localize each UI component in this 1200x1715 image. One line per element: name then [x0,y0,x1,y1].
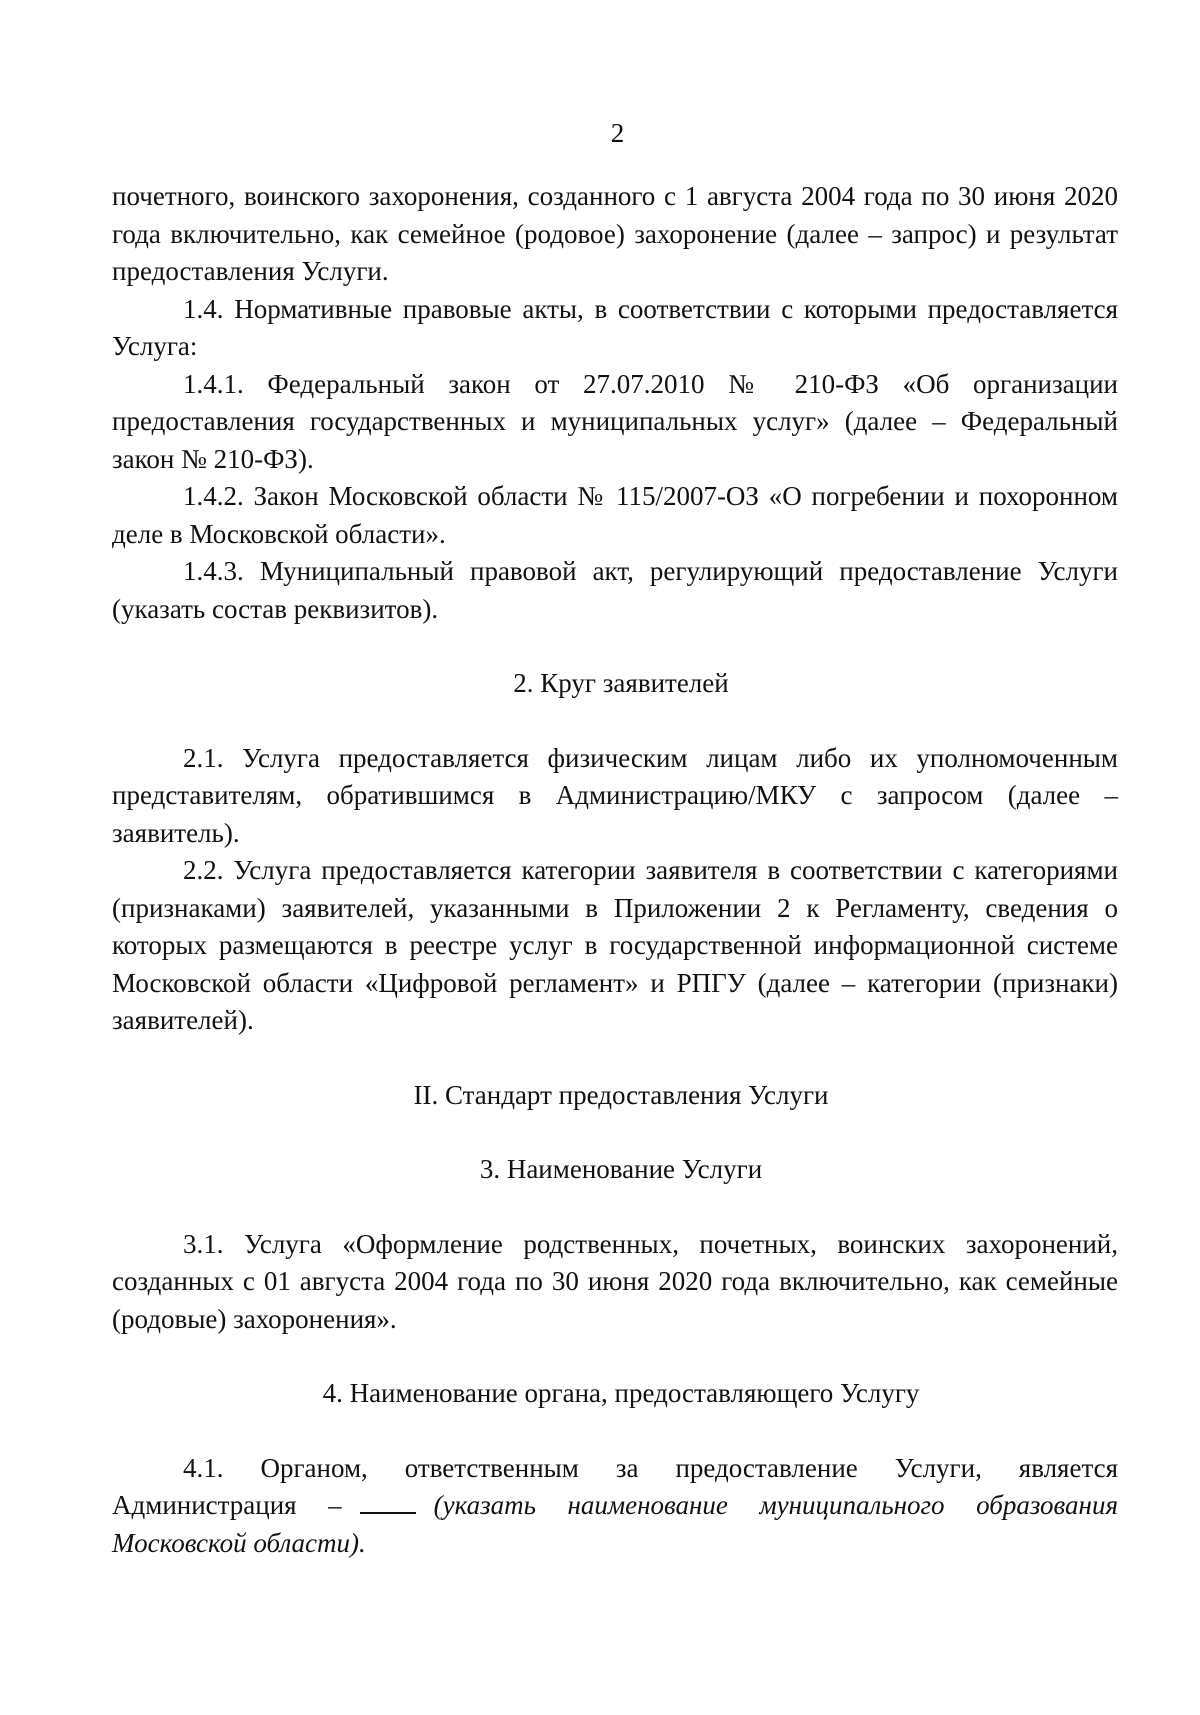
section-heading-3: 3. Наименование Услуги [479,1154,763,1184]
chapter-heading-II: II. Стандарт предоставления Услуги [413,1079,829,1110]
paragraph-3-1: 3.1. Услуга «Оформление родственных, почетных, воинских захоронений, созданных с 01 августа 2004 года по 30 июня 2020 года включительно, как семейные (родовые) захоронения». [112,1228,1118,1334]
page-number: 2 [610,118,625,148]
spacer [112,1189,1118,1226]
section-heading-4: 4. Наименование органа, предоставляющего Услугу [322,1378,920,1408]
document-body [112,178,1118,1562]
blank-fill-line [360,1490,416,1514]
paragraph-2-1: 2.1. Услуга предоставляется физическим лицам либо их уполномоченным представителям, обратившимся в Администрацию/МКУ с запросом (далее – заявитель). [112,742,1118,848]
spacer [112,1040,1118,1077]
paragraph-1-4-2: 1.4.2. Закон Московской области № 115/2007-ОЗ «О погребении и похоронном деле в Московской области». [112,481,1118,549]
section-heading-2: 2. Круг заявителей [513,668,729,698]
spacer [112,628,1118,665]
paragraph-4-1-italic-note: (указать наименование муниципального образования Московской области). [112,1490,1118,1558]
paragraph-1-4-1: 1.4.1. Федеральный закон от 27.07.2010 № 210-ФЗ «Об организации предоставления государственных и муниципальных услуг» (далее – Федеральный закон № 210-ФЗ). [112,368,1118,474]
paragraph-2-2: 2.2. Услуга предоставляется категории заявителя в соответствии с категориями (признаками) заявителей, указанными в Приложении 2 к Регламенту, сведения о которых размещаются в реестре услуг в государственной информационной системе Московской области «Цифровой регламент» и РПГУ (далее – категории (признаки) заявителей). [112,855,1118,1035]
paragraph-1-4: 1.4. Нормативные правовые акты, в соответствии с которыми предоставляется Услуга: [112,293,1118,361]
spacer [112,1413,1118,1450]
paragraph-4-1-text: 4.1. Органом, ответственным за предоставление Услуги, является Администрация – [112,1452,1118,1520]
spacer [112,1338,1118,1375]
paragraph-continuation: почетного, воинского захоронения, созданного с 1 августа 2004 года по 30 июня 2020 года включительно, как семейное (родовое) захоронение (далее – запрос) и результат предоставления Услуги. [112,181,1118,286]
paragraph-4-1 [112,1450,1118,1563]
spacer [112,703,1118,740]
paragraph-1-4-3: 1.4.3. Муниципальный правовой акт, регулирующий предоставление Услуги (указать состав реквизитов). [112,556,1118,624]
spacer [112,1114,1118,1151]
